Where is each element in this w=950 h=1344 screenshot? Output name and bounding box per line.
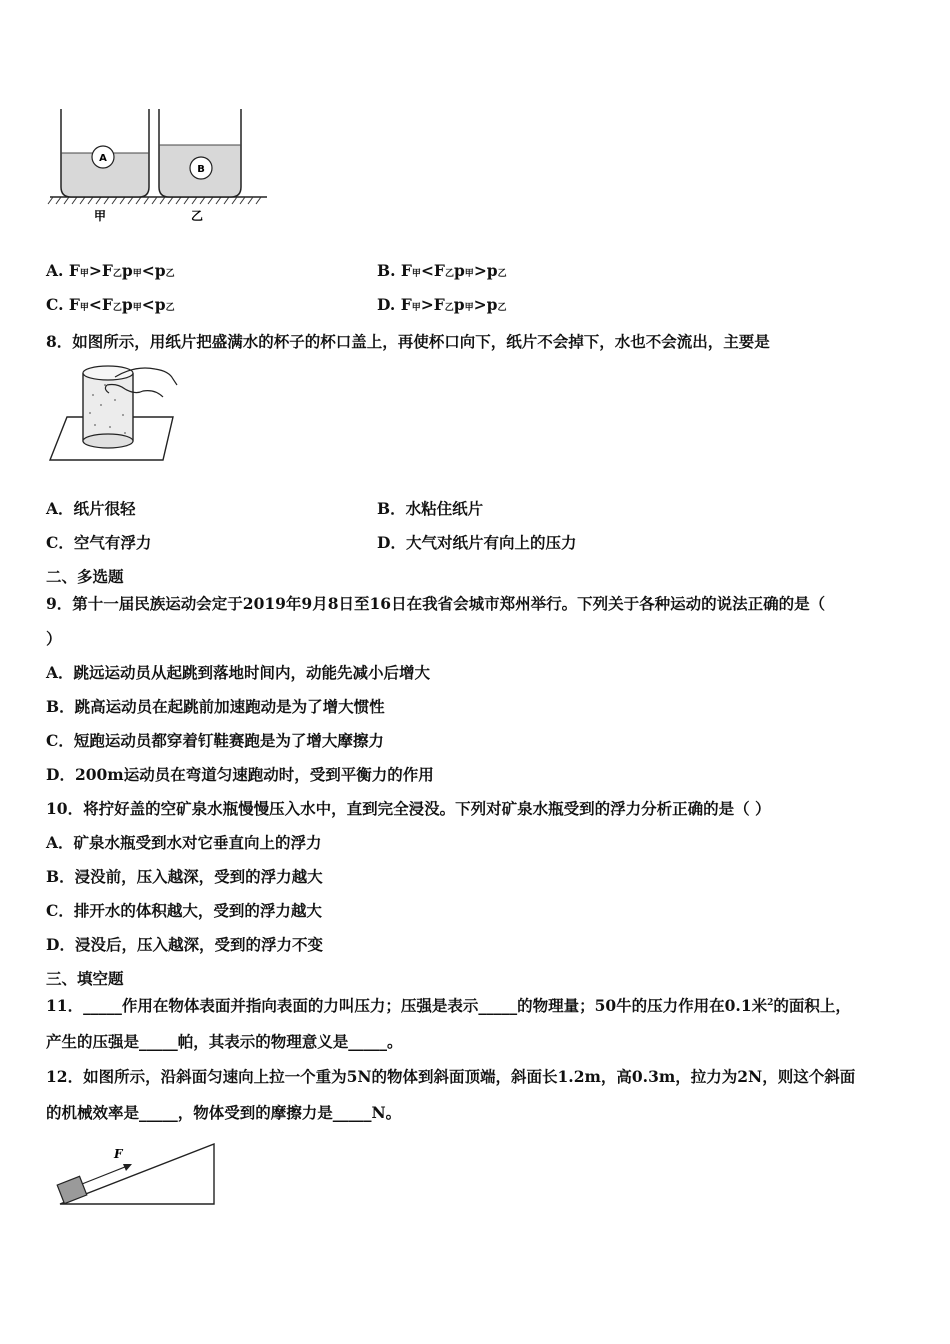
- q9-stem-line2: ）: [46, 629, 62, 648]
- q9-option-a[interactable]: A．跳远运动员从起跳到落地时间内，动能先减小后增大: [46, 663, 431, 682]
- section-3-title: 三、填空题: [46, 969, 124, 988]
- q12-incline-figure: [50, 1140, 225, 1210]
- q10-stem: 10．将拧好盖的空矿泉水瓶慢慢压入水中，直到完全浸没。下列对矿泉水瓶受到的浮力分析正确的是（ ）: [46, 799, 771, 818]
- ball-a-label: A: [99, 153, 107, 164]
- q10-option-c[interactable]: C．排开水的体积越大，受到的浮力越大: [46, 901, 322, 920]
- force-f-label: F: [114, 1147, 123, 1161]
- q10-option-a[interactable]: A．矿泉水瓶受到水对它垂直向上的浮力: [46, 833, 322, 852]
- q11-line2: 产生的压强是_____帕，其表示的物理意义是_____。: [46, 1032, 403, 1051]
- q7-option-b[interactable]: B. F甲<F乙p甲>p乙: [377, 261, 507, 280]
- cup-right-label: 乙: [190, 209, 204, 223]
- q7-option-a[interactable]: A. F甲>F乙p甲<p乙: [46, 261, 175, 280]
- q12-line2: 的机械效率是_____，物体受到的摩擦力是_____N。: [46, 1103, 402, 1122]
- q10-option-b[interactable]: B．浸没前，压入越深，受到的浮力越大: [46, 867, 323, 886]
- cup-left-label: 甲: [93, 209, 107, 223]
- q7-cups-figure: [45, 105, 275, 230]
- q11-line1: 11．_____作用在物体表面并指向表面的力叫压力；压强是表示_____的物理量；50牛的压力作用在0.1米$^2$的面积上，: [46, 996, 851, 1015]
- q8-option-a[interactable]: A．纸片很轻: [46, 499, 136, 518]
- section-2-title: 二、多选题: [46, 567, 124, 586]
- q9-option-b[interactable]: B．跳高运动员在起跳前加速跑动是为了增大惯性: [46, 697, 385, 716]
- q9-option-c[interactable]: C．短跑运动员都穿着钉鞋赛跑是为了增大摩擦力: [46, 731, 384, 750]
- q7-option-c[interactable]: C. F甲<F乙p甲<p乙: [46, 295, 175, 314]
- q8-option-c[interactable]: C．空气有浮力: [46, 533, 152, 552]
- q8-cup-paper-figure: [45, 355, 185, 467]
- q12-line1: 12．如图所示，沿斜面匀速向上拉一个重为5N的物体到斜面顶端，斜面长1.2m，高0.3m，拉力为2N，则这个斜面: [46, 1067, 856, 1086]
- q8-option-b[interactable]: B．水粘住纸片: [377, 499, 484, 518]
- q9-option-d[interactable]: D．200m运动员在弯道匀速跑动时，受到平衡力的作用: [46, 765, 434, 784]
- q10-option-d[interactable]: D．浸没后，压入越深，受到的浮力不变: [46, 935, 323, 954]
- q8-stem: 8．如图所示，用纸片把盛满水的杯子的杯口盖上，再使杯口向下，纸片不会掉下，水也不会流出，主要是: [46, 332, 770, 351]
- q8-option-d[interactable]: D．大气对纸片有向上的压力: [377, 533, 577, 552]
- ball-b-label: B: [197, 164, 205, 175]
- q9-stem-line1: 9．第十一届民族运动会定于2019年9月8日至16日在我省会城市郑州举行。下列关于各种运动的说法正确的是（: [46, 594, 826, 613]
- q7-option-d[interactable]: D. F甲>F乙p甲>p乙: [377, 295, 507, 314]
